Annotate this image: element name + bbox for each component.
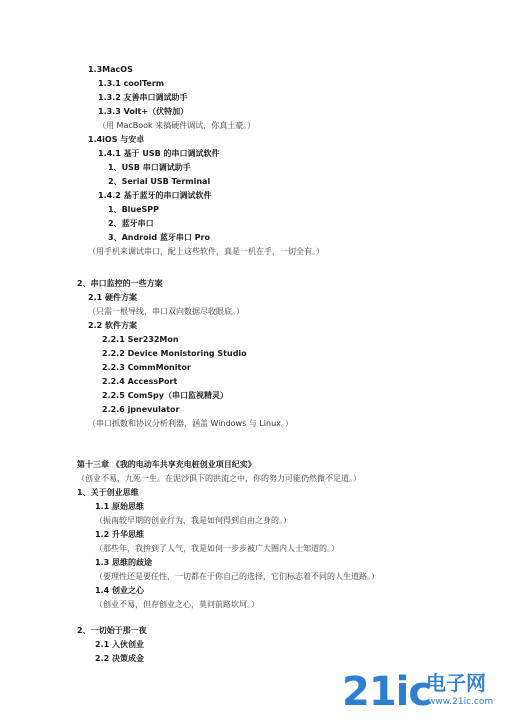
heading-2-2-6: 2.2.6 jpnevulator	[102, 405, 180, 414]
heading-1-3: 1.3MacOS	[88, 65, 133, 74]
heading-2-2: 2.2 决策成金	[95, 654, 144, 663]
heading-1-3-2: 1.3.2 友善串口调试助手	[98, 93, 188, 102]
watermark-url: www.21ic.com	[428, 697, 494, 707]
note-line: （串口抓数和协议分析利器，涵盖 Windows 与 Linux。）	[88, 419, 293, 428]
heading-1-4-2: 1.4.2 基于蓝牙的串口调试软件	[98, 191, 212, 200]
heading-1-3-3: 1.3.3 Volt+（伏特加）	[98, 107, 189, 116]
heading-2-1: 2.1 硬件方案	[88, 293, 137, 302]
heading-1-4-1: 1.4.1 基于 USB 的串口调试软件	[98, 149, 220, 158]
heading-2-2-2: 2.2.2 Device Monistoring Studio	[102, 349, 247, 358]
note-line: （要理性还是要任性，一切都在于你自己的选择，它们标志着不同的人生道路。）	[95, 572, 379, 581]
list-item: 3、Android 蓝牙串口 Pro	[108, 233, 210, 242]
heading-1-2: 1.2 升华思维	[95, 530, 144, 539]
heading-2-2-1: 2.2.1 Ser232Mon	[102, 335, 179, 344]
watermark-logo-text: 21ic	[342, 669, 432, 715]
heading-2-2: 2.2 软件方案	[88, 321, 137, 330]
note-line: （创业不易，但存创业之心，莫问前路坎坷。）	[95, 600, 259, 609]
section-heading: 2、串口监控的一些方案	[77, 279, 163, 288]
heading-2-1: 2.1 入伙创业	[95, 640, 144, 649]
heading-1-4: 1.4 创业之心	[95, 586, 144, 595]
section-heading: 1、关于创业思维	[77, 488, 139, 497]
watermark-brand: 电子网	[426, 671, 486, 695]
list-item: 1、USB 串口调试助手	[108, 163, 191, 172]
chapter-title: 第十三章 《我的电动车共享充电桩创业项目纪实》	[77, 460, 256, 469]
list-item: 2、Serial USB Terminal	[108, 177, 211, 186]
list-item: 1、BlueSPP	[108, 205, 160, 214]
heading-2-2-5: 2.2.5 ComSpy（串口监视精灵）	[102, 391, 228, 400]
note-line: （振南较早期的创业行为，我是如何得到自由之身的。）	[95, 516, 291, 525]
heading-1-4: 1.4iOS 与安卓	[88, 135, 145, 144]
heading-1-3: 1.3 思维的歧途	[95, 558, 152, 567]
section-heading: 2、一切始于那一夜	[77, 626, 147, 635]
heading-1-1: 1.1 原始思维	[95, 502, 144, 511]
heading-2-2-3: 2.2.3 CommMonitor	[102, 363, 191, 372]
heading-1-3-1: 1.3.1 coolTerm	[98, 79, 165, 88]
note-line: （那些年，我拚到了人气，我是如何一步步被广大圈内人士知道的。）	[95, 544, 339, 553]
note-line: （用手机来调试串口，配上这些软件，真是一机在手，一切全有。）	[88, 247, 324, 256]
list-item: 2、蓝牙串口	[108, 219, 154, 228]
note-line: （创业不易，九死一生。在泥沙俱下的洪流之中，你的努力可能仍然微不足道。）	[77, 474, 361, 483]
note-line: （用 MacBook 来搞硬件调试，你真土豪。）	[98, 121, 256, 130]
heading-2-2-4: 2.2.4 AccessPort	[102, 377, 178, 386]
watermark-logo	[342, 670, 502, 714]
note-line: （只需一根导线，串口双向数据尽收眼底。）	[88, 307, 244, 316]
